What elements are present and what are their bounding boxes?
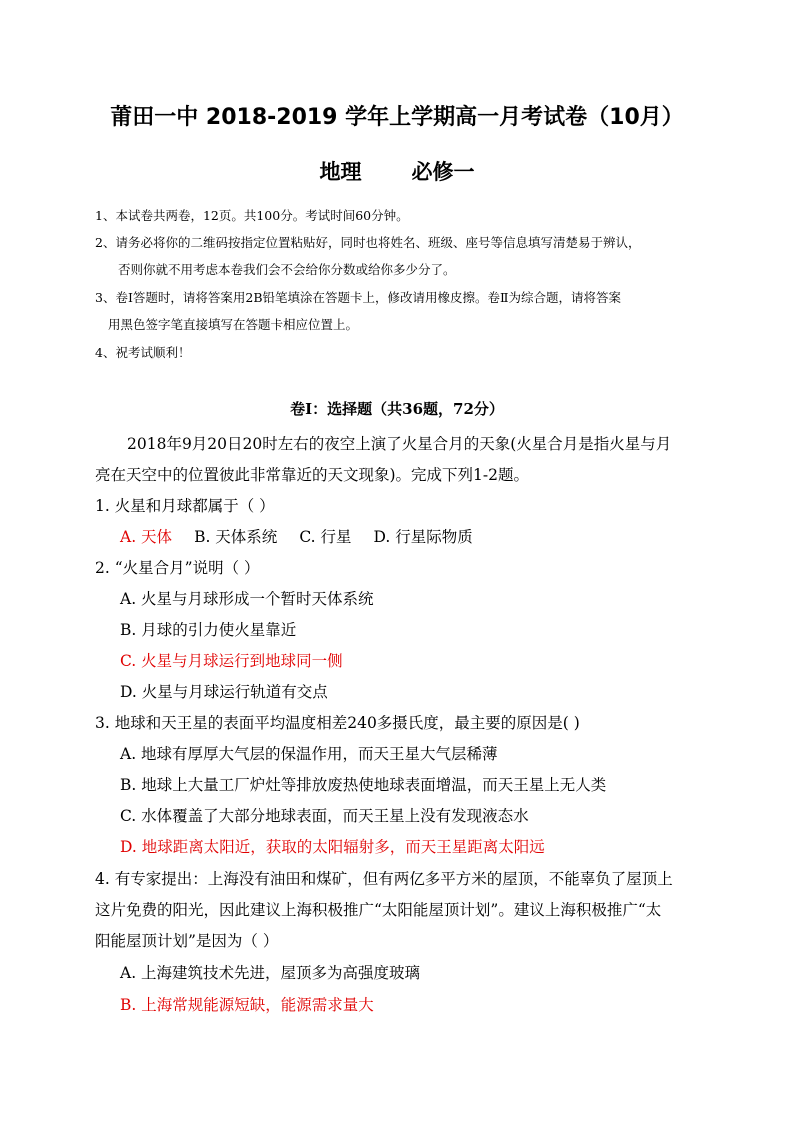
q3-option-b: B. 地球上大量工厂炉灶等排放废热使地球表面增温，而天王星上无人类 (120, 776, 607, 794)
q4-option-a: A. 上海建筑技术先进，屋顶多为高强度玻璃 (120, 964, 421, 982)
section-heading: 卷Ⅰ：选择题（共36题，72分） (290, 400, 504, 418)
instruction-4: 4、祝考试顺利！ (95, 345, 191, 360)
q2-option-c: C. 火星与月球运行到地球同一侧 (120, 652, 343, 670)
q4-option-b: B. 上海常规能源短缺，能源需求量大 (120, 996, 374, 1014)
q2-option-d: D. 火星与月球运行轨道有交点 (120, 683, 328, 701)
q1-option-c: C. 行星 (299, 528, 352, 546)
question-2-stem: 2. “火星合月”说明（ ） (95, 559, 260, 577)
instruction-2-cont: 否则你就不用考虑本卷我们会不会给你分数或给你多少分了。 (118, 262, 456, 277)
question-4-stem-1: 4. 有专家提出：上海没有油田和煤矿，但有两亿多平方米的屋顶，不能辜负了屋顶上 (95, 870, 673, 888)
question-1-stem: 1. 火星和月球都属于（ ） (95, 497, 275, 515)
course-label: 必修一 (411, 160, 475, 184)
question-3-stem: 3. 地球和天王星的表面平均温度相差240多摄氏度，最主要的原因是( ) (95, 714, 580, 732)
q3-option-d: D. 地球距离太阳近，获取的太阳辐射多，而天王星距离太阳远 (120, 838, 545, 856)
q2-option-a: A. 火星与月球形成一个暂时天体系统 (120, 590, 374, 608)
passage-line-2: 亮在天空中的位置彼此非常靠近的天文现象)。完成下列1-2题。 (95, 466, 530, 484)
instruction-3: 3、卷Ⅰ答题时，请将答案用2B铅笔填涂在答题卡上，修改请用橡皮擦。卷Ⅱ为综合题，请将答案 (95, 290, 622, 305)
instruction-1: 1、本试卷共两卷，12页。共100分。考试时间60分钟。 (95, 208, 409, 223)
q2-option-b: B. 月球的引力使火星靠近 (120, 621, 297, 639)
exam-title: 莆田一中 2018-2019 学年上学期高一月考试卷（10月） (110, 105, 684, 130)
q1-option-d: D. 行星际物质 (373, 528, 473, 546)
question-4-stem-2: 这片免费的阳光，因此建议上海积极推广“太阳能屋顶计划”。建议上海积极推广“太 (95, 901, 662, 919)
question-4-stem-3: 阳能屋顶计划”是因为（ ） (95, 932, 279, 950)
question-1-options (120, 525, 495, 547)
q1-option-a: A. 天体 (120, 528, 173, 546)
instruction-3-cont: 用黑色签字笔直接填写在答题卡相应位置上。 (108, 317, 359, 332)
subject-label: 地理 (319, 160, 362, 184)
exam-subtitle (0, 156, 794, 186)
q3-option-c: C. 水体覆盖了大部分地球表面，而天王星上没有发现液态水 (120, 807, 529, 825)
q1-option-b: B. 天体系统 (194, 528, 278, 546)
passage-line-1: 2018年9月20日20时左右的夜空上演了火星合月的天象(火星合月是指火星与月 (127, 435, 672, 453)
instruction-2: 2、请务必将你的二维码按指定位置粘贴好，同时也将姓名、班级、座号等信息填写清楚易于辨认， (95, 235, 641, 250)
q3-option-a: A. 地球有厚厚大气层的保温作用，而天王星大气层稀薄 (120, 745, 498, 763)
